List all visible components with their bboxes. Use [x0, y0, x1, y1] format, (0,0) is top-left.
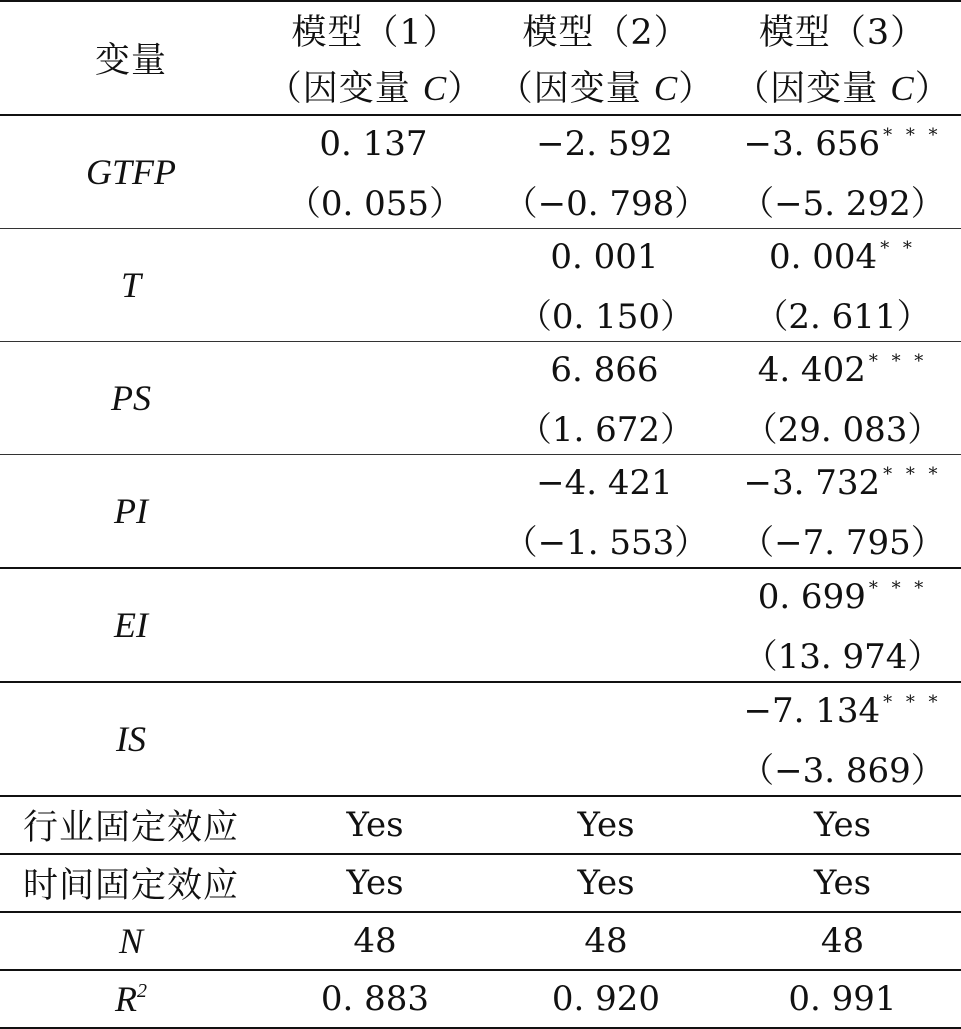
- tstat-cell: [262, 398, 488, 455]
- coef-cell: [262, 682, 488, 739]
- header-dep-2: （因变量 C）: [497, 69, 715, 109]
- table-row-time-fe: [0, 854, 961, 912]
- coef-cell: −3. 732 * * *: [724, 455, 961, 512]
- tstat-cell: （−5. 292）: [740, 183, 945, 224]
- coef-cell: 6. 866: [488, 342, 724, 399]
- tstat-cell: （−7. 795）: [740, 522, 945, 563]
- tstat-cell: （−3. 869）: [740, 750, 945, 791]
- fe-cell: Yes: [488, 854, 724, 912]
- r2-cell: 0. 883: [262, 970, 488, 1028]
- header-dep-1: （因变量 C）: [266, 69, 484, 109]
- table-row-t-coef: [0, 229, 961, 286]
- table-row-is-coef: [0, 682, 961, 739]
- tstat-cell: （−1. 553）: [503, 522, 709, 563]
- header-row-model: [0, 1, 961, 58]
- variable-name: PI: [0, 455, 262, 569]
- tstat-cell: （29. 083）: [743, 409, 942, 450]
- row-label: N: [0, 912, 262, 970]
- fe-cell: Yes: [724, 854, 961, 912]
- header-model-3: 模型（3）: [724, 1, 961, 58]
- tstat-cell: [488, 739, 724, 796]
- table-row-ei-coef: [0, 568, 961, 625]
- table-row-ps-coef: [0, 342, 961, 399]
- coef-cell: −2. 592: [488, 115, 724, 172]
- coef-cell: [262, 455, 488, 512]
- row-label: 行业固定效应: [0, 796, 262, 854]
- n-cell: 48: [724, 912, 961, 970]
- r2-cell: 0. 920: [488, 970, 724, 1028]
- coef-cell: [262, 229, 488, 286]
- header-variable-label: 变量: [0, 1, 262, 115]
- n-cell: 48: [262, 912, 488, 970]
- tstat-cell: （1. 672）: [517, 409, 695, 450]
- tstat-cell: [488, 625, 724, 682]
- coef-cell: [262, 342, 488, 399]
- coef-cell: −4. 421: [488, 455, 724, 512]
- n-cell: 48: [488, 912, 724, 970]
- tstat-cell: （0. 055）: [286, 183, 464, 224]
- header-dep-3: （因变量 C）: [734, 69, 951, 109]
- table-row-r2: [0, 970, 961, 1028]
- coef-cell: 0. 004 * *: [724, 229, 961, 286]
- header-model-1: 模型（1）: [262, 1, 488, 58]
- coef-cell: 0. 699 * * *: [724, 568, 961, 625]
- fe-cell: Yes: [262, 796, 488, 854]
- table-row-gtfp-coef: [0, 115, 961, 172]
- tstat-cell: [262, 511, 488, 568]
- tstat-cell: [262, 625, 488, 682]
- variable-name: GTFP: [0, 115, 262, 229]
- table-row-industry-fe: [0, 796, 961, 854]
- coef-cell: −3. 656 * * *: [724, 115, 961, 172]
- row-label: $R^2$: [0, 970, 262, 1028]
- header-model-2: 模型（2）: [488, 1, 724, 58]
- tstat-cell: （2. 611）: [754, 296, 931, 337]
- coef-cell: [262, 568, 488, 625]
- tstat-cell: （13. 974）: [743, 636, 942, 677]
- r2-cell: 0. 991: [724, 970, 961, 1028]
- variable-name: EI: [0, 568, 262, 682]
- tstat-cell: （−0. 798）: [503, 183, 709, 224]
- table-row-n: [0, 912, 961, 970]
- row-label: 时间固定效应: [0, 854, 262, 912]
- coef-cell: −7. 134 * * *: [724, 682, 961, 739]
- fe-cell: Yes: [488, 796, 724, 854]
- coef-cell: [488, 682, 724, 739]
- tstat-cell: [262, 285, 488, 342]
- table-row-pi-coef: [0, 455, 961, 512]
- coef-cell: 0. 001: [488, 229, 724, 286]
- coef-cell: 0. 137: [262, 115, 488, 172]
- variable-name: T: [0, 229, 262, 342]
- coef-cell: 4. 402 * * *: [724, 342, 961, 399]
- fe-cell: Yes: [262, 854, 488, 912]
- variable-name: PS: [0, 342, 262, 455]
- variable-name: IS: [0, 682, 262, 796]
- coef-cell: [488, 568, 724, 625]
- fe-cell: Yes: [724, 796, 961, 854]
- tstat-cell: （0. 150）: [517, 296, 695, 337]
- tstat-cell: [262, 739, 488, 796]
